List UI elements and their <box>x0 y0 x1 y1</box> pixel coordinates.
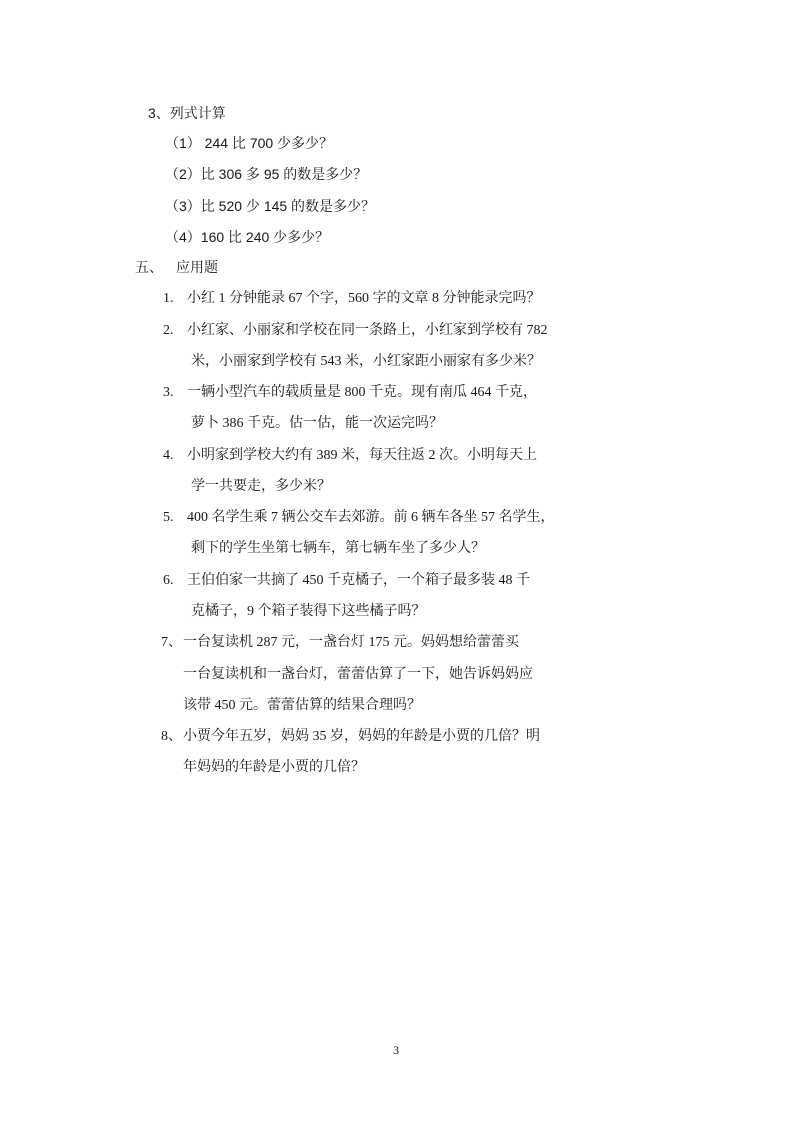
section-3-title: 3、列式计算 <box>148 105 226 121</box>
page-number: 3 <box>393 1043 399 1057</box>
problem-7-number: 7、 <box>161 635 182 650</box>
section-5-title: 应用题 <box>176 261 218 276</box>
problem-5-number: 5. <box>163 510 174 525</box>
problem-6-line-1: 王伯伯家一共摘了 450 千克橘子，一个箱子最多装 48 千 <box>187 573 530 588</box>
problem-6-number: 6. <box>163 573 174 588</box>
section-5-number: 五、 <box>135 261 163 276</box>
problem-1-number: 1. <box>163 291 174 306</box>
problem-7-line-2: 一台复读机和一盏台灯，蕾蕾估算了一下，她告诉妈妈应 <box>183 667 533 682</box>
problem-4-number: 4. <box>163 448 174 463</box>
problem-7-line-1: 一台复读机 287 元，一盏台灯 175 元。妈妈想给蕾蕾买 <box>183 635 519 650</box>
problem-1-line-1: 小红 1 分钟能录 67 个字，560 字的文章 8 分钟能录完吗？ <box>187 291 541 306</box>
calc-item-1: （1） 244 比 700 少多少？ <box>165 135 334 151</box>
problem-3-number: 3. <box>163 385 174 400</box>
calc-item-3: （3）比 520 少 145 的数是多少？ <box>165 198 376 214</box>
calc-item-2: （2）比 306 多 95 的数是多少？ <box>165 166 368 182</box>
problem-8-line-1: 小贾今年五岁，妈妈 35 岁，妈妈的年龄是小贾的几倍？明 <box>183 729 540 744</box>
problem-8-line-2: 年妈妈的年龄是小贾的几倍？ <box>183 760 365 775</box>
problem-2-line-1: 小红家、小丽家和学校在同一条路上，小红家到学校有 782 <box>187 323 548 338</box>
problem-4-line-2: 学一共要走，多少米？ <box>191 479 331 494</box>
problem-5-line-2: 剩下的学生坐第七辆车，第七辆车坐了多少人？ <box>191 541 485 556</box>
problem-7-line-3: 该带 450 元。蕾蕾估算的结果合理吗？ <box>183 698 421 713</box>
problem-2-number: 2. <box>163 323 174 338</box>
calc-item-4: （4）160 比 240 少多少？ <box>165 229 330 245</box>
problem-5-line-1: 400 名学生乘 7 辆公交车去郊游。前 6 辆车各坐 57 名学生， <box>187 510 555 525</box>
problem-3-line-2: 萝卜 386 千克。估一估，能一次运完吗？ <box>191 416 443 431</box>
problem-6-line-2: 克橘子，9 个箱子装得下这些橘子吗？ <box>191 604 426 619</box>
problem-2-line-2: 米，小丽家到学校有 543 米，小红家距小丽家有多少米？ <box>191 354 541 369</box>
problem-3-line-1: 一辆小型汽车的载质量是 800 千克。现有南瓜 464 千克， <box>187 385 537 400</box>
problem-4-line-1: 小明家到学校大约有 389 米，每天往返 2 次。小明每天上 <box>187 448 537 463</box>
problem-8-number: 8、 <box>161 729 182 744</box>
